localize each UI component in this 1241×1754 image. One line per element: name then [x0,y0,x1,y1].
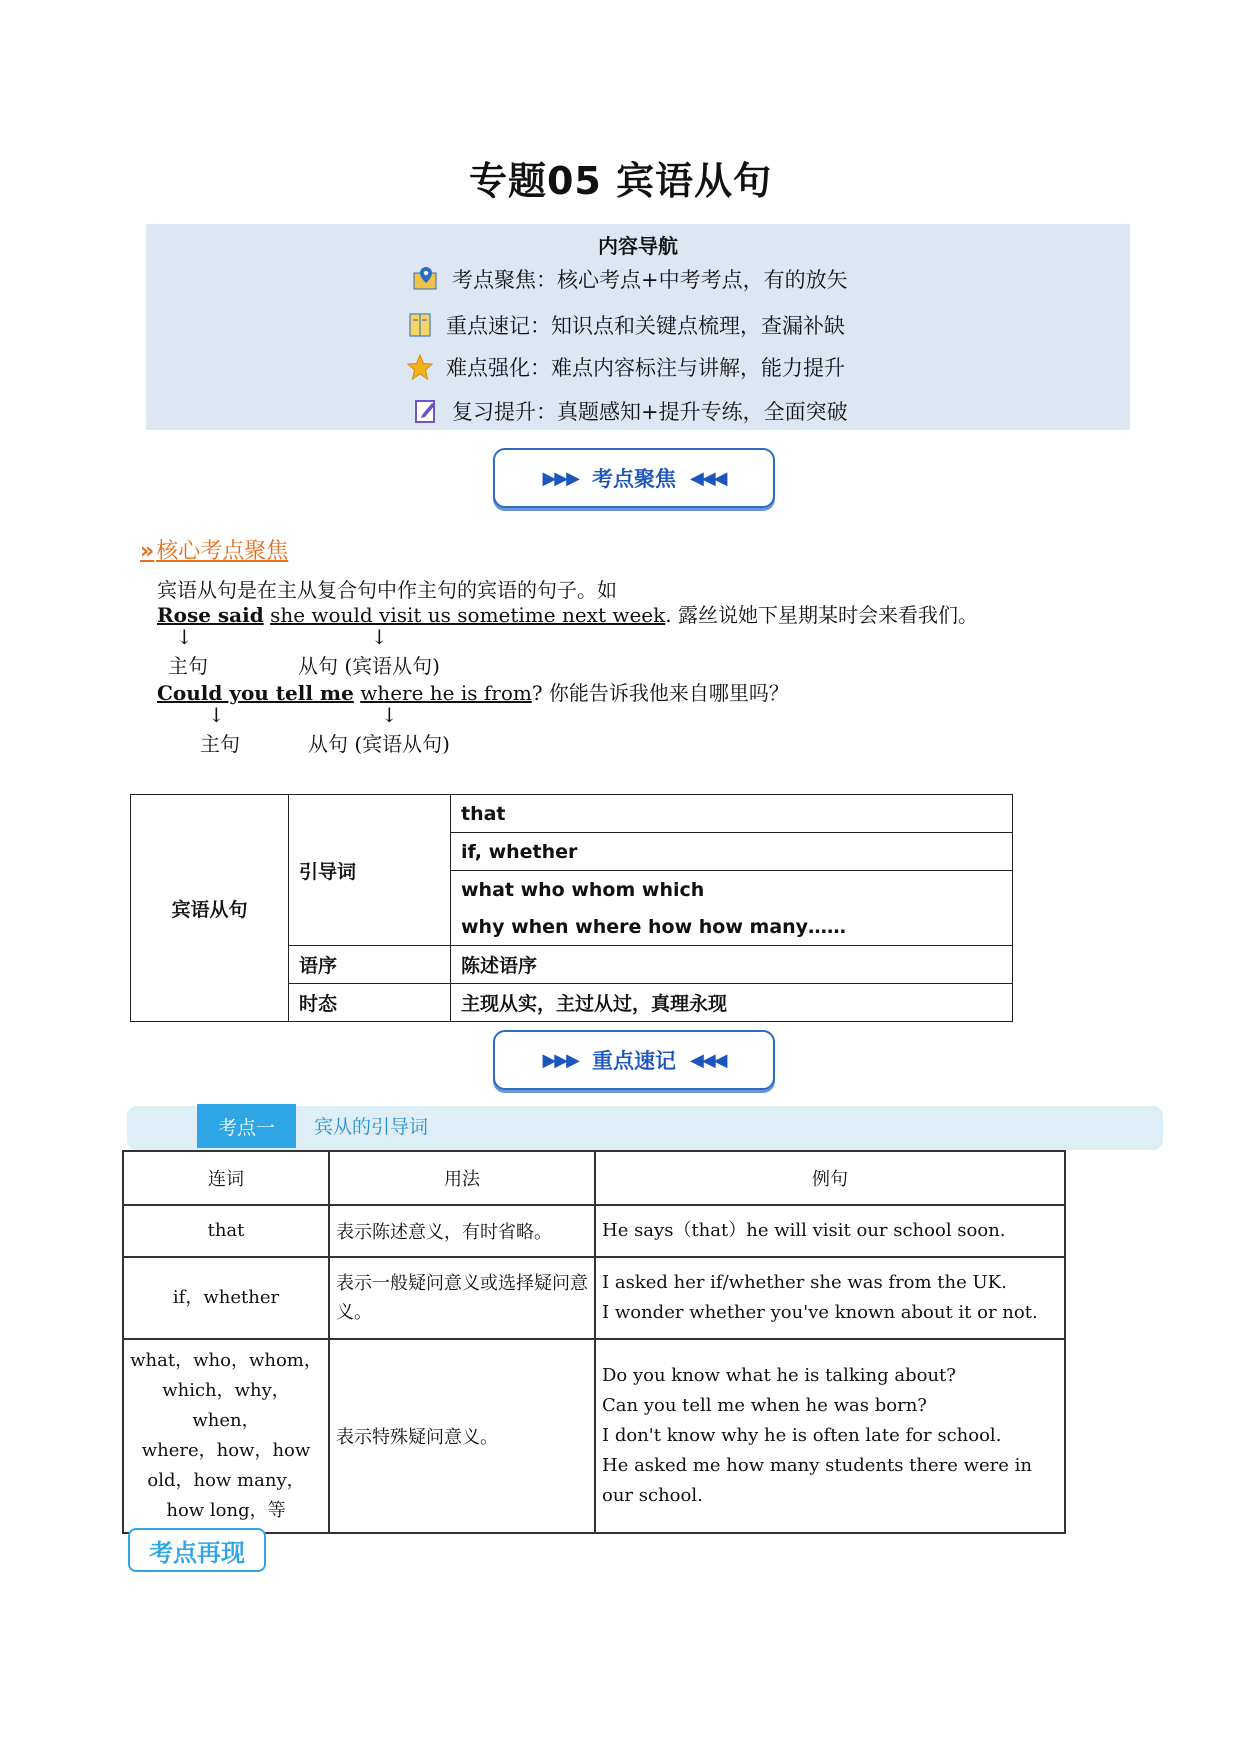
summary-topic: 宾语从句 [131,795,289,1022]
book-icon [406,311,434,339]
arrow-down-icon: ↓ [208,703,225,727]
main-clause-label: 主句 [168,654,208,678]
summary-cell: 主现从实，主过从过，真理永现 [451,984,1013,1022]
nav-item-text: 复习提升：真题感知+提升专练，全面突破 [452,400,848,424]
nav-item-review [412,394,848,428]
page-title: 专题05 宾语从句 [468,159,773,203]
sub-clause-label: 从句 (宾语从句) [298,654,440,678]
arrow-down-icon: ↓ [381,703,398,727]
point-tag: 考点一 [197,1104,296,1148]
table-header: 连词 [123,1151,329,1205]
sub-clause-label: 从句 (宾语从句) [308,732,450,756]
edit-icon [412,397,440,425]
section-banner-notes [493,1030,775,1090]
example-cell: I asked her if/whether she was from the UK. I wonder whether you've known about it or not. [595,1257,1065,1339]
table-row [123,1257,1065,1339]
banner-label: 重点速记 [592,1049,676,1073]
example-sentence-2: Could you tell me where he is from? 你能告诉我他来自哪里吗？ [157,681,789,705]
conjunction-table [122,1150,1066,1534]
nav-item-text: 难点强化：难点内容标注与讲解，能力提升 [446,356,845,380]
usage-cell: 表示陈述意义，有时省略。 [329,1205,595,1257]
summary-cell: that [451,795,1013,833]
nav-heading: 内容导航 [598,234,678,258]
summary-cell: why when where how how many…… [451,908,1013,946]
nav-item-focus [412,262,848,296]
table-row [123,1339,1065,1533]
example-sentence-1: Rose said she would visit us sometime next week. 露丝说她下星期某时会来看我们。 [157,603,978,627]
conj-cell: what，who，whom， which，why，when， where，how，how old，how many， how long，等 [123,1339,329,1533]
left-arrows-icon: ◀◀◀ [690,467,726,489]
content-navigation [146,224,1130,430]
banner-label: 考点聚焦 [592,467,676,491]
table-header: 用法 [329,1151,595,1205]
right-arrows-icon: ▶▶▶ [542,1049,578,1071]
nav-item-text: 重点速记：知识点和关键点梳理，查漏补缺 [446,314,845,338]
example-cell: He says（that）he will visit our school soon. [595,1205,1065,1257]
main-clause-label: 主句 [200,732,240,756]
intro-text: 宾语从句是在主从复合句中作主句的宾语的句子。如 [157,578,617,602]
arrow-down-icon: ↓ [176,625,193,649]
core-heading-text: 核心考点聚焦 [156,539,289,564]
table-row [123,1205,1065,1257]
usage-cell: 表示特殊疑问意义。 [329,1339,595,1533]
conj-cell: if，whether [123,1257,329,1339]
section-banner-focus [493,448,775,508]
usage-cell: 表示一般疑问意义或选择疑问意义。 [329,1257,595,1339]
summary-table [130,794,1013,1022]
summary-row-label: 引导词 [289,795,451,946]
core-heading [140,534,288,565]
map-pin-icon [412,265,440,293]
summary-cell: 陈述语序 [451,946,1013,984]
summary-row-label: 时态 [289,984,451,1022]
nav-item-difficult [406,350,845,384]
table-header: 例句 [595,1151,1065,1205]
nav-item-text: 考点聚焦：核心考点+中考考点，有的放矢 [452,268,848,292]
summary-row-label: 语序 [289,946,451,984]
nav-item-notes [406,308,845,342]
summary-cell: what who whom which [451,871,1013,909]
point-title: 宾从的引导词 [314,1116,429,1138]
double-chevron-icon: » [140,539,155,564]
summary-cell: if, whether [451,833,1013,871]
right-arrows-icon: ▶▶▶ [542,467,578,489]
example-cell: Do you know what he is talking about? Can you tell me when he was born? I don't know why he is often late for school. He asked me how many students there were in our school. [595,1339,1065,1533]
arrow-down-icon: ↓ [371,625,388,649]
left-arrows-icon: ◀◀◀ [690,1049,726,1071]
point-reappear-badge: 考点再现 [128,1528,266,1572]
conj-cell: that [123,1205,329,1257]
star-icon [406,353,434,381]
